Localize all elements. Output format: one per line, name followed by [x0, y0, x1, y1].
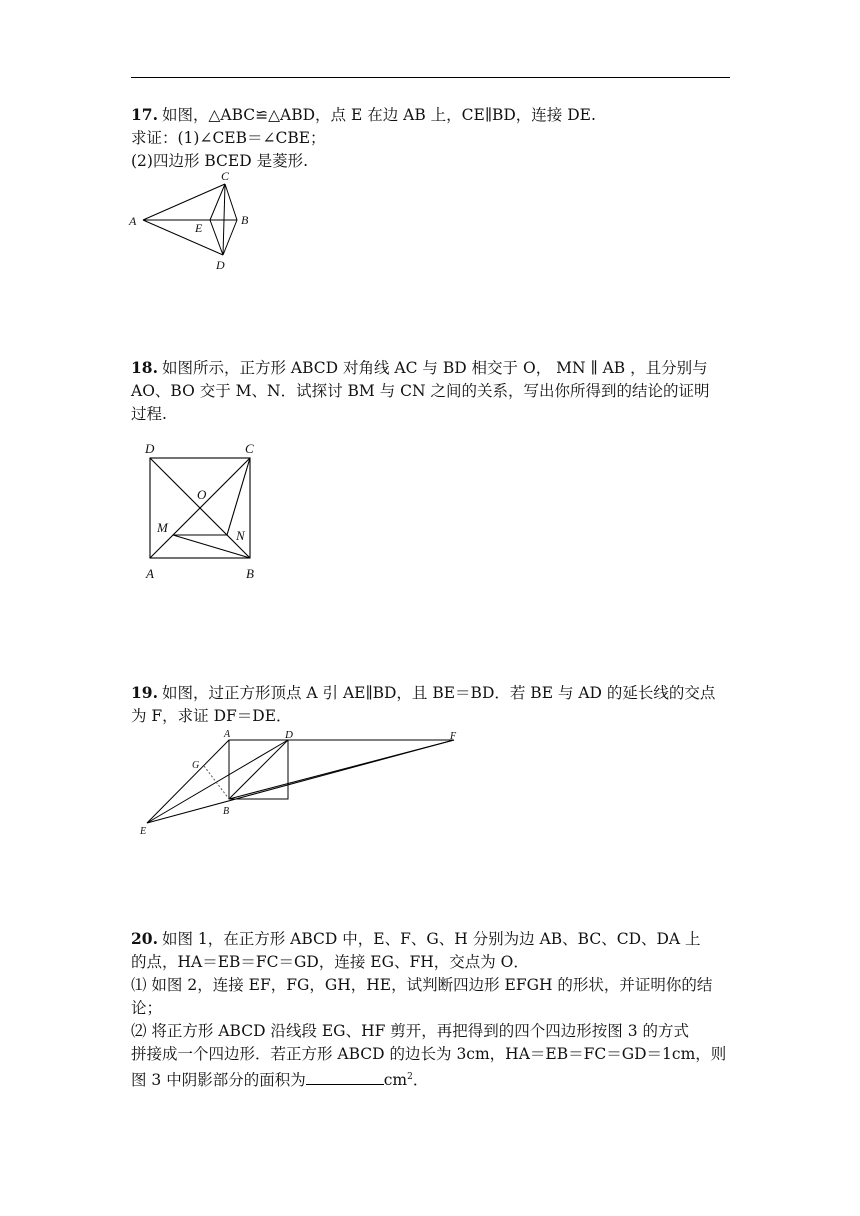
q17-line-1	[131, 103, 731, 127]
q19-figure	[134, 727, 470, 839]
q20-line-5: ⑵ 将正方形 ABCD 沿线段 EG、HF 剪开，再把得到的四个四边形按图 3 的方式	[131, 1022, 689, 1040]
q18-label-c: C	[245, 441, 254, 456]
q18-text-1: 如图所示，正方形 ABCD 对角线 AC 与 BD 相交于 O， MN ∥ AB ，且分别与	[161, 359, 708, 377]
q20-line-2: 的点，HA＝EB＝FC＝GD，连接 EG、FH，交点为 O．	[131, 953, 529, 971]
q20-number: 20.	[131, 929, 158, 948]
q17-label-b: B	[241, 213, 249, 227]
q20-text-7: 图 3 中阴影部分的面积为	[131, 1071, 306, 1090]
q17-label-c: C	[221, 169, 230, 183]
q20-text-7-end: ．	[412, 1071, 429, 1090]
q20-unit: cm	[383, 1071, 408, 1090]
q20-line-6: 拼接成一个四边形．若正方形 ABCD 的边长为 3cm，HA＝EB＝FC＝GD＝1cm，则	[131, 1045, 727, 1063]
q17-number: 17.	[131, 105, 158, 124]
question-19	[131, 681, 731, 728]
q20-unit-sup: 2	[407, 1072, 413, 1082]
q19-text-1: 如图，过正方形顶点 A 引 AE∥BD，且 BE＝BD．若 BE 与 AD 的延长线的交点	[161, 684, 716, 702]
q18-line-2: AO、BO 交于 M、N．试探讨 BM 与 CN 之间的关系，写出你所得到的结论的证明	[131, 382, 710, 400]
q19-label-e: E	[140, 826, 147, 837]
q18-label-d: D	[145, 441, 155, 456]
q20-line-4: 论；	[131, 999, 163, 1017]
q18-figure	[135, 436, 270, 586]
question-18	[131, 356, 731, 426]
q17-line-3: (2)四边形 BCED 是菱形.	[131, 152, 309, 170]
q18-number: 18.	[131, 358, 158, 377]
q18-label-b: B	[246, 566, 254, 581]
q17-label-e: E	[195, 221, 203, 235]
q19-label-g: G	[192, 760, 200, 771]
q20-line-1	[131, 927, 731, 951]
question-20	[131, 927, 731, 1092]
q17-line-2: 求证：(1)∠CEB＝∠CBE；	[131, 129, 326, 147]
q19-label-f: F	[450, 731, 457, 742]
q17-label-d: D	[216, 258, 225, 272]
q18-label-m: M	[157, 520, 168, 535]
q18-label-o: O	[197, 487, 207, 502]
q19-number: 19.	[131, 683, 158, 702]
q17-text-1: 如图，△ABC≌△ABD，点 E 在边 AB 上，CE∥BD，连接 DE.	[161, 106, 596, 124]
header-rule	[131, 77, 730, 78]
q18-label-a: A	[146, 566, 154, 581]
q17-figure	[125, 168, 260, 276]
q20-line-3: ⑴ 如图 2，连接 EF，FG，GH，HE，试判断四边形 EFGH 的形状，并证明你的结	[131, 976, 713, 994]
answer-blank[interactable]	[306, 1070, 384, 1085]
q19-label-d: D	[285, 729, 293, 741]
q17-label-a: A	[129, 214, 137, 228]
q18-line-3: 过程.	[131, 405, 167, 423]
q20-text-1: 如图 1，在正方形 ABCD 中，E、F、G、H 分别为边 AB、BC、CD、DA 上	[161, 930, 701, 948]
question-17	[131, 103, 731, 173]
q19-label-b: B	[223, 806, 230, 817]
q19-line-1	[131, 681, 731, 705]
q18-label-n: N	[236, 528, 245, 543]
q19-label-a: A	[224, 729, 231, 740]
q19-line-2: 为 F，求证 DF＝DE．	[131, 707, 292, 725]
q20-line-7	[131, 1066, 731, 1092]
q18-line-1	[131, 356, 731, 380]
